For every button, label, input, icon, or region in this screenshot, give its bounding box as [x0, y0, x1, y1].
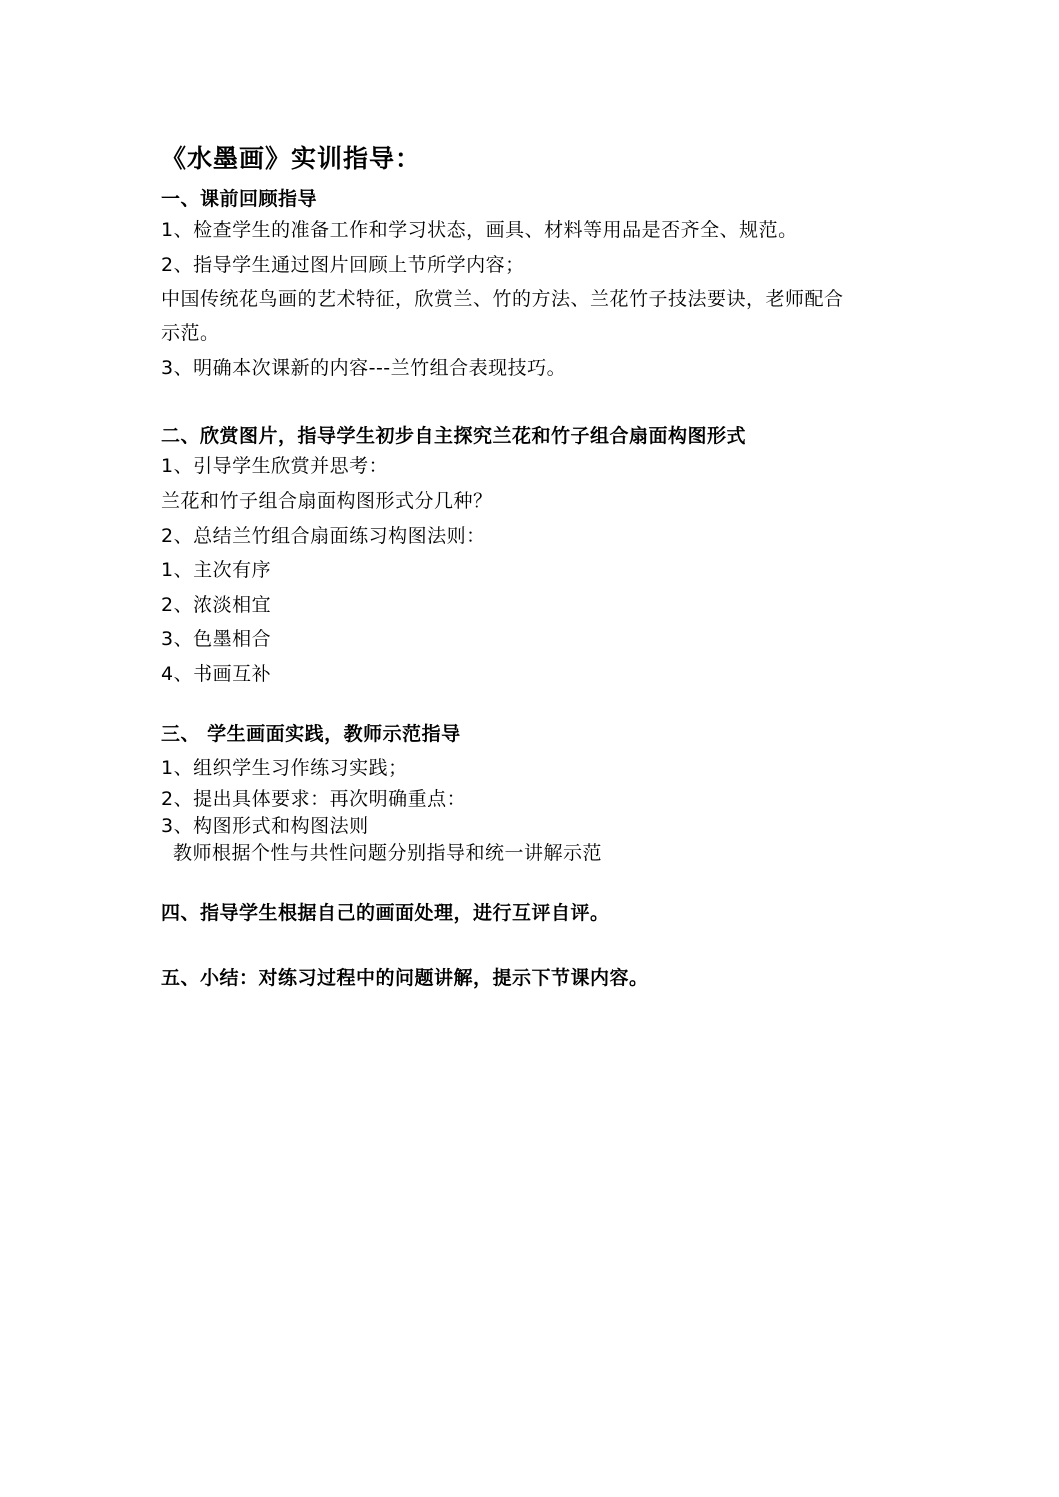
section3-line-1: 1、组织学生习作练习实践； — [161, 757, 408, 779]
section2-line-2: 兰花和竹子组合扇面构图形式分几种？ — [161, 490, 493, 512]
section1-line-5: 3、明确本次课新的内容---兰竹组合表现技巧。 — [161, 357, 567, 379]
document-title: 《水墨画》实训指导： — [161, 144, 422, 173]
section-heading-1: 一、课前回顾指导 — [161, 188, 318, 210]
section2-line-1: 1、引导学生欣赏并思考： — [161, 455, 389, 477]
section-heading-2: 二、欣赏图片，指导学生初步自主探究兰花和竹子组合扇面构图形式 — [161, 425, 747, 447]
section1-line-1: 1、检查学生的准备工作和学习状态，画具、材料等用品是否齐全、规范。 — [161, 219, 798, 241]
section1-line-2: 2、指导学生通过图片回顾上节所学内容； — [161, 254, 525, 276]
section2-line-4: 1、主次有序 — [161, 559, 272, 581]
section2-line-6: 3、色墨相合 — [161, 628, 272, 650]
section3-line-2: 2、提出具体要求：再次明确重点： — [161, 788, 467, 810]
section3-line-4: 教师根据个性与共性问题分别指导和统一讲解示范 — [173, 842, 603, 864]
section2-line-5: 2、浓淡相宜 — [161, 594, 272, 616]
section1-line-3: 中国传统花鸟画的艺术特征，欣赏兰、竹的方法、兰花竹子技法要诀，老师配合 — [161, 288, 844, 310]
section2-line-7: 4、书画互补 — [161, 663, 272, 685]
section-heading-5: 五、小结：对练习过程中的问题讲解，提示下节课内容。 — [161, 967, 649, 989]
section2-line-3: 2、总结兰竹组合扇面练习构图法则： — [161, 525, 486, 547]
section-heading-3: 三、 学生画面实践，教师示范指导 — [161, 723, 461, 745]
section-heading-4: 四、指导学生根据自己的画面处理，进行互评自评。 — [161, 902, 610, 924]
section3-line-3: 3、构图形式和构图法则 — [161, 815, 369, 837]
section1-line-4: 示范。 — [161, 322, 220, 344]
